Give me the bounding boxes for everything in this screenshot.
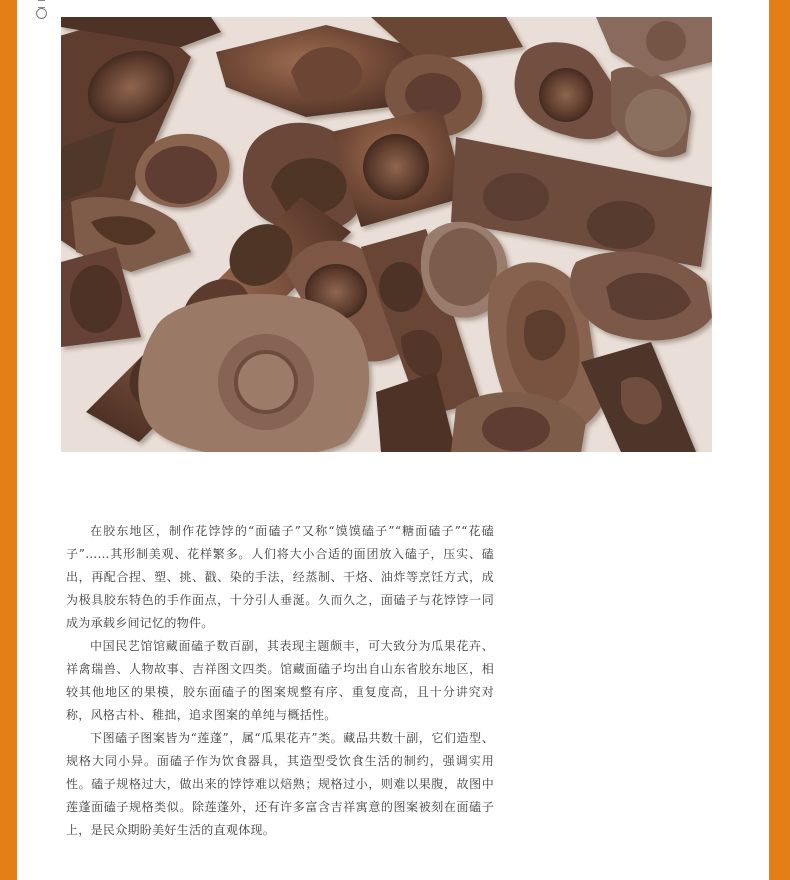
article-body: [66, 520, 494, 842]
photo-icon: [61, 17, 712, 452]
side-mark: [34, 0, 48, 22]
side-mark-ring-icon: [36, 8, 47, 19]
paragraph-1: 在胶东地区，制作花饽饽的“面磕子”又称“馍馍磕子”“糖面磕子”“花磕子”……其形制美观、花样繁多。人们将大小合适的面团放入磕子，压实、磕出，再配合捏、塑、挑、戳、染的手法，经蒸制、干烙、油炸等烹饪方式，成为极具胶东特色的手作面点，十分引人垂涎。久而久之，面磕子与花饽饽一同成为承载乡间记忆的物件。: [66, 524, 494, 630]
page: [17, 0, 769, 880]
mold-photo: [61, 17, 712, 452]
paragraph-2: 中国民艺馆馆藏面磕子数百副，其表现主题颇丰，可大致分为瓜果花卉、祥禽瑞兽、人物故事、吉祥图文四类。馆藏面磕子均出自山东省胶东地区，相较其他地区的果模，胶东面磕子的图案规整有序、重复度高，且十分讲究对称，风格古朴、稚拙，追求图案的单纯与概括性。: [66, 639, 494, 722]
side-mark-bars: [38, 0, 45, 8]
paragraph-3: 下图磕子图案皆为“莲蓬”，属“瓜果花卉”类。藏品共数十副，它们造型、规格大同小异。面磕子作为饮食器具，其造型受饮食生活的制约，强调实用性。磕子规格过大，做出来的饽饽难以焙熟；规格过小，则难以果腹，故图中莲蓬面磕子规格类似。除莲蓬外，还有许多富含吉祥寓意的图案被刻在面磕子上，是民众期盼美好生活的直观体现。: [66, 731, 494, 837]
